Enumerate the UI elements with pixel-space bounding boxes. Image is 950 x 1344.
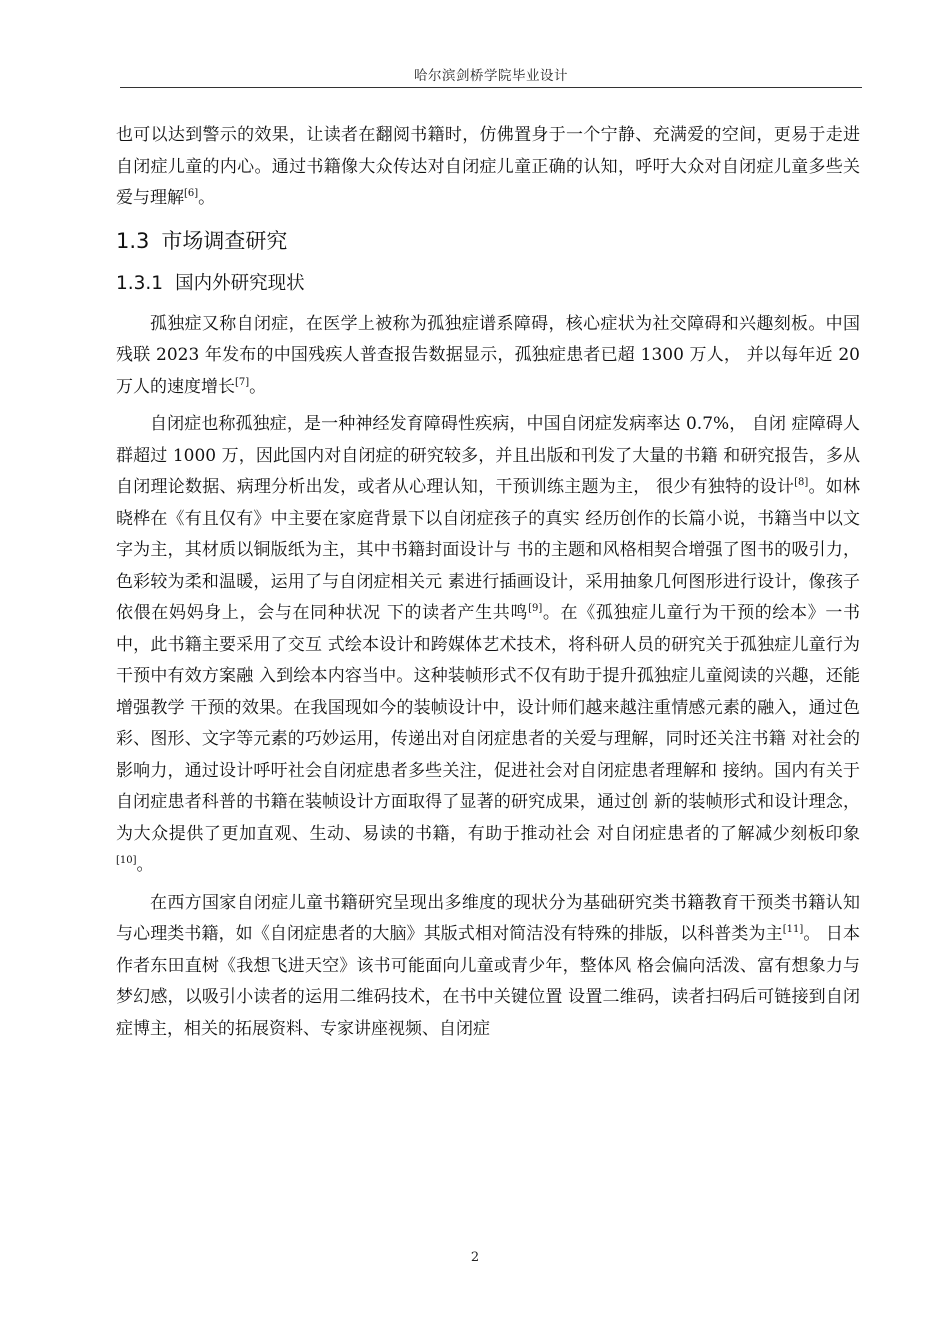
paragraph-text: 。在《孤独症儿童行为干预的绘本》一书中，此书籍主要采用了交互 式绘本设计和跨媒体艺术技术，将科研人员的研究关于孤独症儿童行为干预中有效方案融 入到绘本内容当中。这种装帧形式不仅有助于提升孤独症儿童阅读的兴趣，还能增强教学 干预的效果。在我国现如今的装帧设计中，设计师们越来越注重情感元素的融入，通过色 彩、图形、文字等元素的巧妙运用，传递出对自闭症患者的关爱与理解，同时还关注书籍 对社会的影响力，通过设计呼吁社会自闭症患者多些关注，促进社会对自闭症患者理解和 接纳。国内有关于自闭症患者科普的书籍在装帧设计方面取得了显著的研究成果，通过创 新的装帧形式和设计理念，为大众提供了更加直观、生动、易读的书籍，有助于推动社会 对自闭症患者的了解减少刻板印象 — [116, 603, 861, 844]
section-title: 市场调查研究 — [161, 228, 288, 253]
running-header: 哈尔滨剑桥学院毕业设计 — [414, 68, 568, 84]
paragraph-continuation — [116, 120, 860, 215]
paragraph-text: 自闭症也称孤独症，是一种神经发育障碍性疾病，中国自闭症发病率达 0.7%， 自闭 症障碍人群超过 1000 万，因此国内对自闭症的研究较多，并且出版和刊发了大量的书籍 和研究报告，多从自闭理论数据、病理分析出发，或者从心理认知，干预训练主题为主， 很少有独特的设计 — [116, 414, 860, 497]
subsection-number: 1.3.1 — [116, 272, 164, 294]
paragraph-tail: 。 — [249, 376, 267, 397]
citation-ref: [10] — [116, 855, 137, 866]
paragraph-western-research — [116, 888, 860, 1046]
citation-ref: [7] — [235, 376, 250, 388]
paragraph-text: 孤独症又称自闭症，在医学上被称为孤独症谱系障碍，核心症状为社交障碍和兴趣刻板。中国残联 2023 年发布的中国残疾人普查报告数据显示，孤独症患者已超 1300 万人， 并以每年近 20 万人的速度增长 — [116, 313, 860, 397]
paragraph-text: 在西方国家自闭症儿童书籍研究呈现出多维度的现状分为基础研究类书籍教育干预类书籍认知与心理类书籍，如《自闭症患者的大脑》其版式相对简洁没有特殊的排版，以科普类为主 — [116, 892, 860, 944]
paragraph-text: 也可以达到警示的效果，让读者在翻阅书籍时，仿佛置身于一个宁静、充满爱的空间，更易于走进自闭症儿童的内心。通过书籍像大众传达对自闭症儿童正确的认知，呼吁大众对自闭症儿童多些关爱与理解 — [116, 125, 860, 208]
header-divider — [120, 87, 862, 88]
paragraph-tail: 。 — [198, 188, 216, 208]
paragraph-tail: 。 — [136, 855, 154, 875]
paragraph-text: 。如林晓桦在《有且仅有》中主要在家庭背景下以自闭症孩子的真实 经历创作的长篇小说，书籍当中以文字为主，其材质以铜版纸为主，其中书籍封面设计与 书的主题和风格相契合增强了图书的吸引力，色彩较为柔和温暖，运用了与自闭症相关元 素进行插画设计，采用抽象几何图形进行设计，像孩子依偎在妈妈身上，会与在同种状况 下的读者产生共鸣 — [116, 477, 861, 623]
subsection-heading — [116, 267, 860, 301]
paragraph-text: 。 日本作者东田直树《我想飞进天空》该书可能面向儿童或青少年，整体风 格会偏向活泼、富有想象力与梦幻感，以吸引小读者的运用二维码技术，在书中关键位置 设置二维码，读者扫码后可链接到自闭症博主，相关的拓展资料、专家讲座视频、自闭症 — [116, 924, 861, 1039]
paragraph-domestic-research — [116, 409, 860, 882]
citation-ref: [11] — [782, 924, 804, 935]
section-number: 1.3 — [116, 228, 150, 253]
citation-ref: [8] — [794, 477, 809, 488]
paragraph-autism-overview — [116, 309, 860, 404]
citation-ref: [6] — [184, 188, 199, 199]
page-number: 2 — [470, 1250, 480, 1265]
section-heading — [116, 223, 860, 259]
document-body — [116, 120, 860, 1045]
subsection-title: 国内外研究现状 — [175, 272, 305, 294]
citation-ref: [9] — [528, 603, 543, 614]
